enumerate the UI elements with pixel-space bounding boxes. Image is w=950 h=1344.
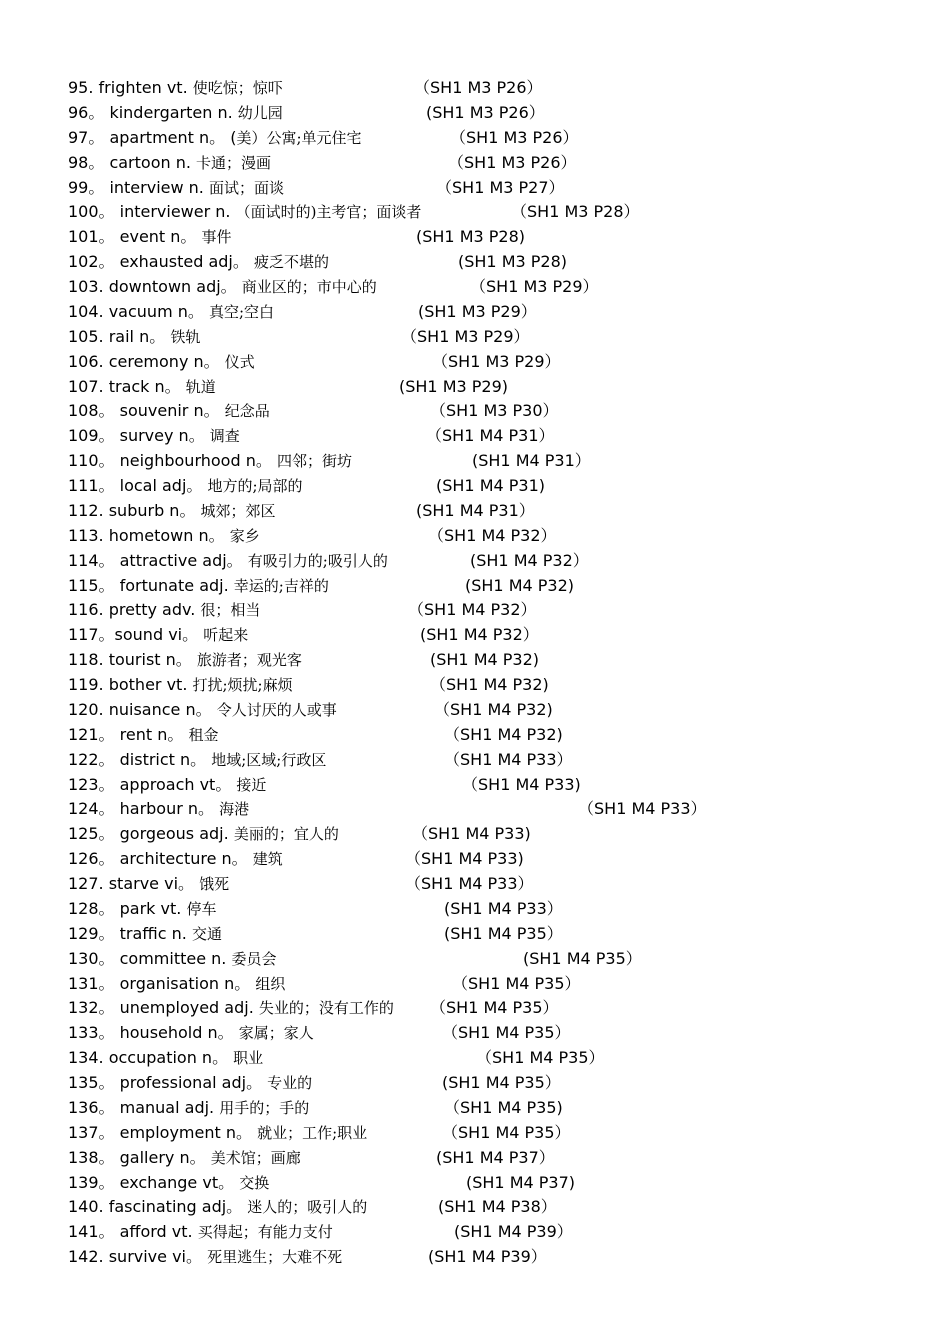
entry-reference: （SH1 M4 P33) (462, 774, 581, 794)
entry-reference: (SH1 M4 P37) (466, 1172, 576, 1192)
entry-meaning: 用手的；手的 (219, 1098, 310, 1117)
entry-meaning: 令人讨厌的人或事 (216, 700, 337, 719)
entry-meaning: 卡通；漫画 (196, 153, 272, 172)
entry-meaning: 失业的；没有工作的 (258, 999, 394, 1018)
entry-meaning: 家乡 (229, 526, 260, 545)
vocab-entry (68, 375, 928, 400)
vocab-entry (68, 723, 928, 748)
vocab-entry (68, 176, 928, 201)
entry-reference: （SH1 M4 P33） (578, 799, 707, 819)
entry-headword: 109。 survey n。 (68, 426, 210, 446)
entry-meaning: 美）公寓;单元住宅 (236, 128, 362, 147)
entry-headword: 119. bother vt. (68, 675, 193, 694)
vocab-entry (68, 847, 928, 872)
entry-headword: 120. nuisance n。 (68, 699, 217, 719)
entry-meaning: 地域;区域;行政区 (211, 750, 327, 769)
entry-headword: 103. downtown adj。 (68, 277, 242, 296)
entry-headword: 133。 household n。 (68, 1023, 239, 1043)
entry-meaning: 买得起；有能力支付 (197, 1223, 333, 1242)
entry-reference: (SH1 M4 P32） (420, 625, 539, 645)
entry-reference: （SH1 M3 P29） (401, 326, 530, 346)
entry-headword: 126。 architecture n。 (68, 849, 253, 869)
entry-reference: (SH1 M4 P31) (436, 476, 546, 495)
vocab-entry (68, 947, 928, 972)
entry-meaning: 建筑 (252, 850, 283, 869)
entry-headword: 98。 cartoon n. (68, 152, 197, 172)
entry-reference: (SH1 M3 P28) (458, 252, 568, 272)
entry-reference: (SH1 M4 P32) (465, 575, 575, 595)
entry-meaning: 面试；面谈 (208, 178, 284, 197)
vocab-entry (68, 424, 928, 449)
vocab-entry (68, 399, 928, 424)
entry-reference: (SH1 M4 P39） (454, 1222, 573, 1242)
entry-headword: 128。 park vt. (68, 898, 187, 918)
entry-headword: 102。 exhausted adj。 (68, 252, 254, 272)
entry-meaning: 仪式 (224, 352, 255, 371)
vocab-entry (68, 972, 928, 997)
entry-meaning: 地方的;局部的 (207, 477, 303, 495)
vocab-entry (68, 474, 928, 499)
entry-reference: （SH1 M3 P27） (436, 177, 565, 197)
vocab-entry (68, 598, 928, 623)
entry-headword: 131。 organisation n。 (68, 973, 256, 993)
entry-reference: （SH1 M3 P30） (430, 401, 559, 421)
entry-reference: （SH1 M4 P35） (442, 1023, 571, 1043)
vocabulary-list (68, 76, 928, 1270)
entry-reference: (SH1 M4 P38） (438, 1197, 557, 1217)
vocab-entry (68, 549, 928, 574)
entry-reference: (SH1 M4 P35） (523, 948, 642, 968)
entry-meaning: 交换 (239, 1173, 270, 1192)
entry-meaning: 调查 (209, 427, 240, 446)
entry-headword: 127. starve vi。 (68, 874, 200, 893)
entry-reference: （SH1 M4 P35) (444, 1097, 563, 1117)
entry-meaning: 四邻；街坊 (276, 452, 352, 471)
vocab-entry (68, 126, 928, 151)
entry-meaning: 幸运的;吉祥的 (233, 576, 329, 595)
entry-headword: 138。 gallery n。 (68, 1147, 211, 1167)
entry-meaning: 美术馆；画廊 (210, 1148, 301, 1167)
vocab-entry (68, 574, 928, 599)
entry-headword: 115。 fortunate adj. (68, 575, 234, 595)
entry-reference: (SH1 M4 P39） (428, 1247, 547, 1267)
entry-meaning: 听起来 (203, 626, 249, 645)
entry-reference: （SH1 M3 P26） (414, 78, 543, 97)
vocab-entry (68, 698, 928, 723)
entry-meaning: 轨道 (185, 377, 216, 396)
entry-meaning: 家属；家人 (238, 1024, 314, 1043)
entry-headword: 111。 local adj。 (68, 476, 208, 495)
vocab-entry (68, 225, 928, 250)
entry-reference: （SH1 M3 P29） (432, 351, 561, 371)
vocab-entry (68, 773, 928, 798)
entry-headword: 118. tourist n。 (68, 650, 197, 670)
entry-meaning: 迷人的；吸引人的 (247, 1198, 368, 1217)
entry-reference: (SH1 M3 P29) (399, 376, 509, 396)
entry-reference: （SH1 M4 P32) (430, 675, 549, 694)
entry-reference: （SH1 M4 P35） (430, 998, 559, 1018)
entry-reference: （SH1 M4 P32) (444, 724, 563, 744)
entry-headword: 135。 professional adj。 (68, 1073, 268, 1092)
entry-meaning: 旅游者；观光客 (196, 651, 302, 670)
entry-headword: 97。 apartment n。 ( (68, 127, 237, 147)
vocab-entry (68, 449, 928, 474)
entry-meaning: 疲乏不堪的 (253, 253, 329, 272)
vocab-entry (68, 996, 928, 1021)
entry-headword: 106. ceremony n。 (68, 351, 225, 371)
entry-reference: （SH1 M4 P32) (434, 699, 553, 719)
entry-reference: （SH1 M4 P35） (442, 1122, 571, 1142)
vocab-entry (68, 1071, 928, 1096)
entry-reference: （SH1 M4 P35） (452, 973, 581, 993)
vocab-entry (68, 350, 928, 375)
entry-meaning: 组织 (255, 974, 286, 993)
vocab-entry (68, 1195, 928, 1220)
entry-meaning: 使吃惊；惊吓 (192, 79, 283, 97)
vocab-entry (68, 1096, 928, 1121)
entry-headword: 117。sound vi。 (68, 625, 204, 645)
entry-headword: 136。 manual adj. (68, 1097, 220, 1117)
vocab-entry (68, 101, 928, 126)
vocab-entry (68, 797, 928, 822)
entry-meaning: 打扰;烦扰;麻烦 (192, 676, 293, 694)
entry-reference: (SH1 M3 P26） (426, 102, 545, 122)
vocab-entry (68, 822, 928, 847)
entry-meaning: 死里逃生；大难不死 (207, 1248, 343, 1267)
vocab-entry (68, 623, 928, 648)
entry-headword: 125。 gorgeous adj. (68, 824, 234, 844)
entry-headword: 113. hometown n。 (68, 525, 230, 545)
entry-headword: 100。 interviewer n. (68, 202, 236, 222)
entry-reference: (SH1 M4 P37） (436, 1147, 555, 1167)
entry-meaning: 事件 (201, 228, 232, 247)
vocab-entry (68, 1245, 928, 1270)
entry-meaning: 停车 (186, 899, 217, 918)
vocab-entry (68, 1146, 928, 1171)
entry-reference: (SH1 M4 P32) (430, 650, 540, 670)
entry-headword: 114。 attractive adj。 (68, 550, 248, 570)
entry-meaning: 职业 (233, 1049, 264, 1068)
entry-headword: 129。 traffic n. (68, 923, 192, 943)
entry-reference: (SH1 M3 P28) (416, 227, 526, 247)
vocab-entry (68, 275, 928, 300)
entry-headword: 104. vacuum n。 (68, 301, 209, 321)
entry-meaning: 专业的 (267, 1074, 313, 1092)
entry-meaning: 商业区的；市中心的 (241, 278, 377, 296)
vocab-entry (68, 524, 928, 549)
vocab-entry (68, 250, 928, 275)
entry-meaning: （面试时的)主考官；面谈者 (235, 203, 422, 222)
vocab-entry (68, 897, 928, 922)
vocab-entry (68, 872, 928, 897)
entry-reference: （SH1 M3 P26） (450, 127, 579, 147)
entry-reference: (SH1 M4 P31） (472, 451, 591, 471)
entry-reference: (SH1 M4 P35） (444, 923, 563, 943)
entry-headword: 107. track n。 (68, 376, 186, 396)
entry-meaning: 接近 (236, 775, 267, 794)
entry-reference: （SH1 M4 P33) (412, 824, 531, 844)
entry-reference: （SH1 M4 P32） (408, 600, 537, 620)
entry-meaning: 幼儿园 (237, 103, 283, 122)
entry-reference: （SH1 M4 P33） (444, 749, 573, 769)
entry-reference: (SH1 M4 P33） (444, 898, 563, 918)
entry-meaning: 纪念品 (224, 402, 270, 421)
entry-headword: 130。 committee n. (68, 948, 232, 968)
entry-reference: (SH1 M4 P32） (470, 550, 589, 570)
entry-meaning: 就业；工作;职业 (257, 1123, 368, 1142)
vocab-entry (68, 922, 928, 947)
entry-headword: 134. occupation n。 (68, 1048, 234, 1068)
entry-meaning: 交通 (191, 924, 222, 943)
entry-headword: 121。 rent n。 (68, 724, 189, 744)
entry-headword: 110。 neighbourhood n。 (68, 451, 277, 471)
entry-headword: 96。 kindergarten n. (68, 102, 238, 122)
entry-meaning: 城郊；郊区 (200, 501, 276, 520)
entry-reference: （SH1 M4 P31） (426, 426, 555, 446)
entry-reference: （SH1 M4 P33） (405, 874, 534, 893)
entry-headword: 112. suburb n。 (68, 500, 201, 520)
entry-meaning: 真空;空白 (208, 302, 275, 321)
vocab-entry (68, 1220, 928, 1245)
entry-meaning: 海港 (219, 800, 250, 819)
entry-meaning: 美丽的；宜人的 (233, 825, 339, 844)
entry-headword: 122。 district n。 (68, 749, 212, 769)
vocab-entry (68, 200, 928, 225)
entry-headword: 108。 souvenir n。 (68, 401, 225, 421)
entry-reference: （SH1 M4 P33) (405, 849, 524, 869)
entry-reference: (SH1 M4 P35） (442, 1073, 561, 1092)
entry-meaning: 租金 (188, 725, 219, 744)
entry-reference: （SH1 M4 P35） (476, 1048, 605, 1068)
vocab-entry (68, 499, 928, 524)
entry-reference: (SH1 M4 P31） (416, 500, 535, 520)
vocab-entry (68, 76, 928, 101)
entry-headword: 139。 exchange vt。 (68, 1172, 240, 1192)
entry-headword: 99。 interview n. (68, 177, 209, 197)
entry-headword: 105. rail n。 (68, 326, 171, 346)
entry-reference: (SH1 M3 P29） (418, 301, 537, 321)
vocab-entry (68, 748, 928, 773)
entry-reference: （SH1 M3 P26） (448, 152, 577, 172)
entry-headword: 124。 harbour n。 (68, 799, 220, 819)
entry-meaning: 很；相当 (200, 601, 261, 620)
entry-headword: 95. frighten vt. (68, 78, 193, 97)
vocab-entry (68, 1021, 928, 1046)
entry-meaning: 饿死 (199, 875, 230, 893)
entry-headword: 137。 employment n。 (68, 1122, 258, 1142)
vocab-entry (68, 151, 928, 176)
entry-headword: 101。 event n。 (68, 227, 202, 247)
vocab-entry (68, 673, 928, 698)
entry-meaning: 有吸引力的;吸引人的 (247, 551, 388, 570)
entry-headword: 142. survive vi。 (68, 1247, 208, 1267)
entry-headword: 132。 unemployed adj. (68, 998, 259, 1018)
entry-meaning: 铁轨 (170, 327, 201, 346)
vocab-entry (68, 325, 928, 350)
entry-reference: （SH1 M4 P32） (428, 525, 557, 545)
vocab-entry (68, 1046, 928, 1071)
entry-reference: （SH1 M3 P28） (511, 202, 640, 222)
vocab-entry (68, 648, 928, 673)
entry-headword: 123。 approach vt。 (68, 774, 237, 794)
vocab-entry (68, 300, 928, 325)
entry-headword: 141。 afford vt. (68, 1222, 198, 1242)
entry-headword: 140. fascinating adj。 (68, 1197, 248, 1217)
entry-meaning: 委员会 (231, 949, 277, 968)
vocab-entry (68, 1171, 928, 1196)
entry-headword: 116. pretty adv. (68, 600, 201, 620)
entry-reference: （SH1 M3 P29） (470, 277, 599, 296)
vocab-entry (68, 1121, 928, 1146)
